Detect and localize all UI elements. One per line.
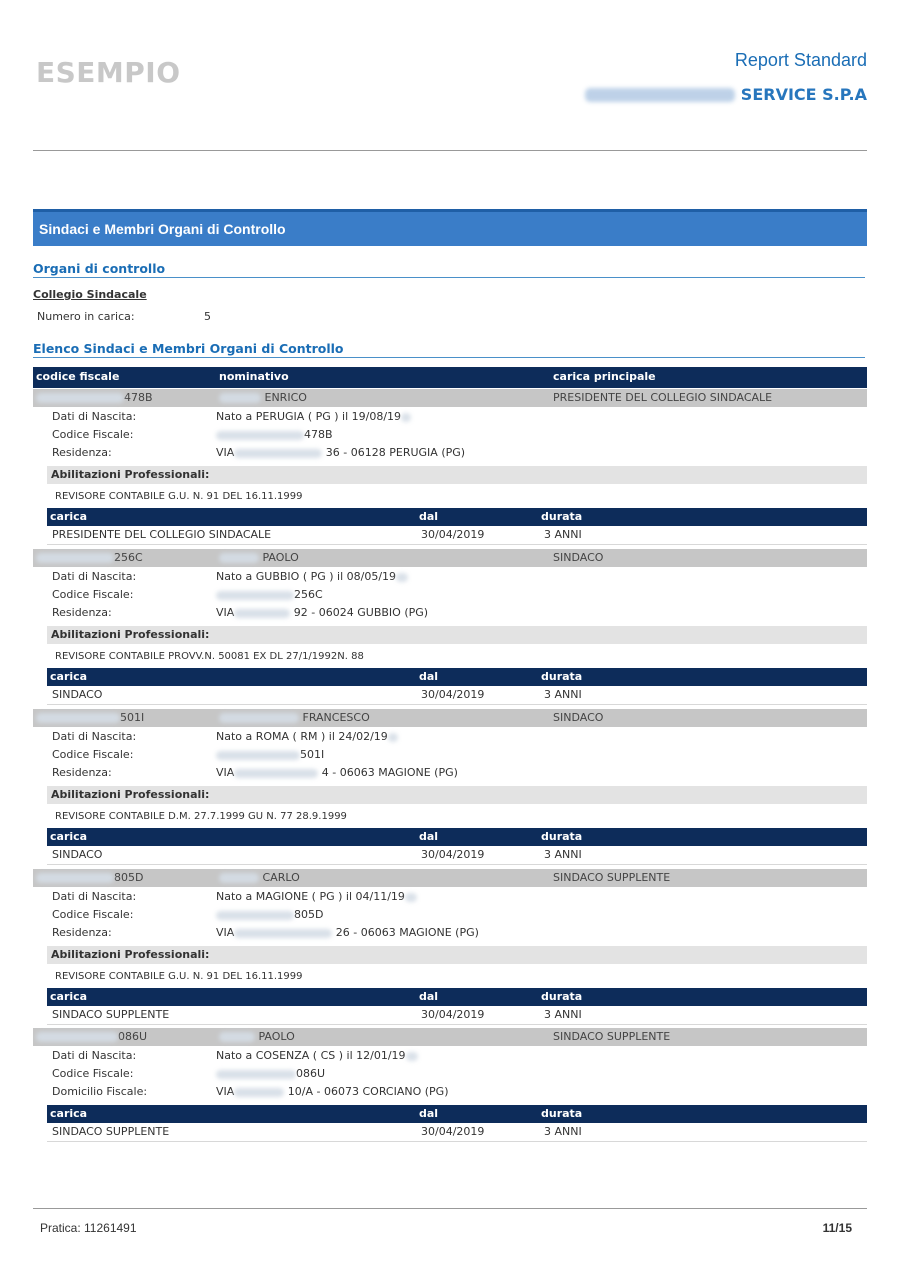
- member-codice-fiscale: 478B: [36, 389, 153, 407]
- carica-value: SINDACO: [52, 688, 103, 701]
- members-table-header: [33, 367, 867, 388]
- value-codice-fiscale: 256C: [216, 586, 323, 604]
- member-codice-fiscale: 501I: [36, 709, 144, 727]
- col-carica: carica: [50, 670, 88, 683]
- organi-di-controllo-heading: Organi di controllo: [33, 261, 865, 278]
- value-dati-nascita: Nato a GUBBIO ( PG ) il 08/05/19: [216, 568, 408, 586]
- value-dati-nascita: Nato a ROMA ( RM ) il 24/02/19: [216, 728, 398, 746]
- member-carica-principale: SINDACO: [553, 711, 604, 724]
- company-name: [585, 85, 867, 104]
- col-dal: dal: [419, 990, 439, 1003]
- col-carica: carica: [50, 990, 88, 1003]
- col-dal: dal: [419, 1107, 439, 1120]
- carica-value: SINDACO SUPPLENTE: [52, 1125, 170, 1138]
- label-dati-nascita: Dati di Nascita:: [52, 1049, 137, 1062]
- member-row: [33, 869, 867, 887]
- report-title: Report Standard: [734, 50, 867, 70]
- durata-value: 3 ANNI: [544, 1125, 582, 1138]
- numero-in-carica: [37, 310, 211, 323]
- carica-row: [47, 846, 867, 865]
- value-codice-fiscale: 478B: [216, 426, 333, 444]
- abilitazioni-header: Abilitazioni Professionali:: [47, 626, 867, 644]
- section-title-bar: Sindaci e Membri Organi di Controllo: [33, 209, 867, 246]
- member-nominativo: PAOLO: [219, 549, 299, 567]
- member-carica-principale: SINDACO SUPPLENTE: [553, 1030, 671, 1043]
- carica-value: SINDACO: [52, 848, 103, 861]
- col-codice-fiscale: codice fiscale: [36, 370, 120, 383]
- abilitazione-text: REVISORE CONTABILE D.M. 27.7.1999 GU N. 77 28.9.1999: [55, 811, 347, 822]
- label-residenza: Residenza:: [52, 926, 112, 939]
- value-residenza: VIA 26 - 06063 MAGIONE (PG): [216, 926, 479, 939]
- abilitazioni-header: Abilitazioni Professionali:: [47, 786, 867, 804]
- value-dati-nascita: Nato a MAGIONE ( PG ) il 04/11/19: [216, 888, 417, 906]
- carica-table-header: [47, 508, 867, 526]
- label-residenza: Residenza:: [52, 606, 112, 619]
- value-codice-fiscale: 086U: [216, 1065, 325, 1083]
- label-domicilio-fiscale: Domicilio Fiscale:: [52, 1085, 148, 1098]
- value-domicilio-fiscale: VIA 10/A - 06073 CORCIANO (PG): [216, 1085, 449, 1098]
- member-nominativo: CARLO: [219, 869, 300, 887]
- member-codice-fiscale: 805D: [36, 869, 143, 887]
- value-codice-fiscale: 501I: [216, 746, 324, 764]
- abilitazioni-header: Abilitazioni Professionali:: [47, 946, 867, 964]
- label-dati-nascita: Dati di Nascita:: [52, 730, 137, 743]
- col-durata: durata: [541, 670, 583, 683]
- member-nominativo: FRANCESCO: [219, 709, 370, 727]
- dal-value: 30/04/2019: [421, 528, 485, 541]
- value-residenza: VIA 92 - 06024 GUBBIO (PG): [216, 606, 429, 619]
- col-durata: durata: [541, 990, 583, 1003]
- label-codice-fiscale: Codice Fiscale:: [52, 748, 134, 761]
- collegio-sindacale-label: Collegio Sindacale: [33, 288, 147, 301]
- col-carica: carica: [50, 830, 88, 843]
- col-carica: carica: [50, 1107, 88, 1120]
- col-nominativo: nominativo: [219, 370, 289, 383]
- label-codice-fiscale: Codice Fiscale:: [52, 588, 134, 601]
- value-dati-nascita: Nato a PERUGIA ( PG ) il 19/08/19: [216, 408, 411, 426]
- member-nominativo: ENRICO: [219, 389, 307, 407]
- carica-row: [47, 686, 867, 705]
- label-residenza: Residenza:: [52, 446, 112, 459]
- pratica-number: Pratica: 11261491: [40, 1221, 137, 1235]
- dal-value: 30/04/2019: [421, 848, 485, 861]
- dal-value: 30/04/2019: [421, 1008, 485, 1021]
- abilitazione-text: REVISORE CONTABILE G.U. N. 91 DEL 16.11.1999: [55, 491, 303, 502]
- carica-row: [47, 1123, 867, 1142]
- member-nominativo: PAOLO: [219, 1028, 295, 1046]
- col-carica: carica: [50, 510, 88, 523]
- col-durata: durata: [541, 830, 583, 843]
- numero-value: 5: [204, 310, 211, 323]
- durata-value: 3 ANNI: [544, 528, 582, 541]
- carica-row: [47, 1006, 867, 1025]
- col-durata: durata: [541, 1107, 583, 1120]
- label-residenza: Residenza:: [52, 766, 112, 779]
- carica-value: PRESIDENTE DEL COLLEGIO SINDACALE: [52, 528, 272, 541]
- value-residenza: VIA 36 - 06128 PERUGIA (PG): [216, 446, 466, 459]
- durata-value: 3 ANNI: [544, 848, 582, 861]
- abilitazione-text: REVISORE CONTABILE G.U. N. 91 DEL 16.11.1999: [55, 971, 303, 982]
- member-carica-principale: PRESIDENTE DEL COLLEGIO SINDACALE: [553, 391, 773, 404]
- member-codice-fiscale: 086U: [36, 1028, 147, 1046]
- abilitazione-text: REVISORE CONTABILE PROVV.N. 50081 EX DL 27/1/1992N. 88: [55, 651, 364, 662]
- carica-table-header: [47, 668, 867, 686]
- dal-value: 30/04/2019: [421, 688, 485, 701]
- member-row: [33, 389, 867, 407]
- carica-value: SINDACO SUPPLENTE: [52, 1008, 170, 1021]
- value-dati-nascita: Nato a COSENZA ( CS ) il 12/01/19: [216, 1047, 418, 1065]
- member-row: [33, 1028, 867, 1046]
- header-divider: [33, 150, 867, 151]
- member-row: [33, 549, 867, 567]
- carica-table-header: [47, 828, 867, 846]
- col-durata: durata: [541, 510, 583, 523]
- col-dal: dal: [419, 830, 439, 843]
- carica-table-header: [47, 988, 867, 1006]
- carica-row: [47, 526, 867, 545]
- col-carica-principale: carica principale: [553, 370, 656, 383]
- value-residenza: VIA 4 - 06063 MAGIONE (PG): [216, 766, 458, 779]
- watermark-esempio: ESEMPIO: [36, 56, 181, 89]
- abilitazioni-header: Abilitazioni Professionali:: [47, 466, 867, 484]
- member-carica-principale: SINDACO: [553, 551, 604, 564]
- member-codice-fiscale: 256C: [36, 549, 143, 567]
- value-codice-fiscale: 805D: [216, 906, 323, 924]
- carica-table-header: [47, 1105, 867, 1123]
- member-carica-principale: SINDACO SUPPLENTE: [553, 871, 671, 884]
- label-dati-nascita: Dati di Nascita:: [52, 410, 137, 423]
- label-codice-fiscale: Codice Fiscale:: [52, 908, 134, 921]
- redacted-company-name: [585, 88, 735, 102]
- page-number: 11/15: [822, 1221, 852, 1235]
- label-dati-nascita: Dati di Nascita:: [52, 570, 137, 583]
- label-dati-nascita: Dati di Nascita:: [52, 890, 137, 903]
- label-codice-fiscale: Codice Fiscale:: [52, 428, 134, 441]
- numero-label: Numero in carica:: [37, 310, 135, 323]
- label-codice-fiscale: Codice Fiscale:: [52, 1067, 134, 1080]
- durata-value: 3 ANNI: [544, 1008, 582, 1021]
- col-dal: dal: [419, 670, 439, 683]
- footer-divider: [33, 1208, 867, 1209]
- elenco-heading: Elenco Sindaci e Membri Organi di Controllo: [33, 341, 865, 358]
- durata-value: 3 ANNI: [544, 688, 582, 701]
- member-row: [33, 709, 867, 727]
- col-dal: dal: [419, 510, 439, 523]
- dal-value: 30/04/2019: [421, 1125, 485, 1138]
- company-suffix: SERVICE S.P.A: [740, 85, 867, 104]
